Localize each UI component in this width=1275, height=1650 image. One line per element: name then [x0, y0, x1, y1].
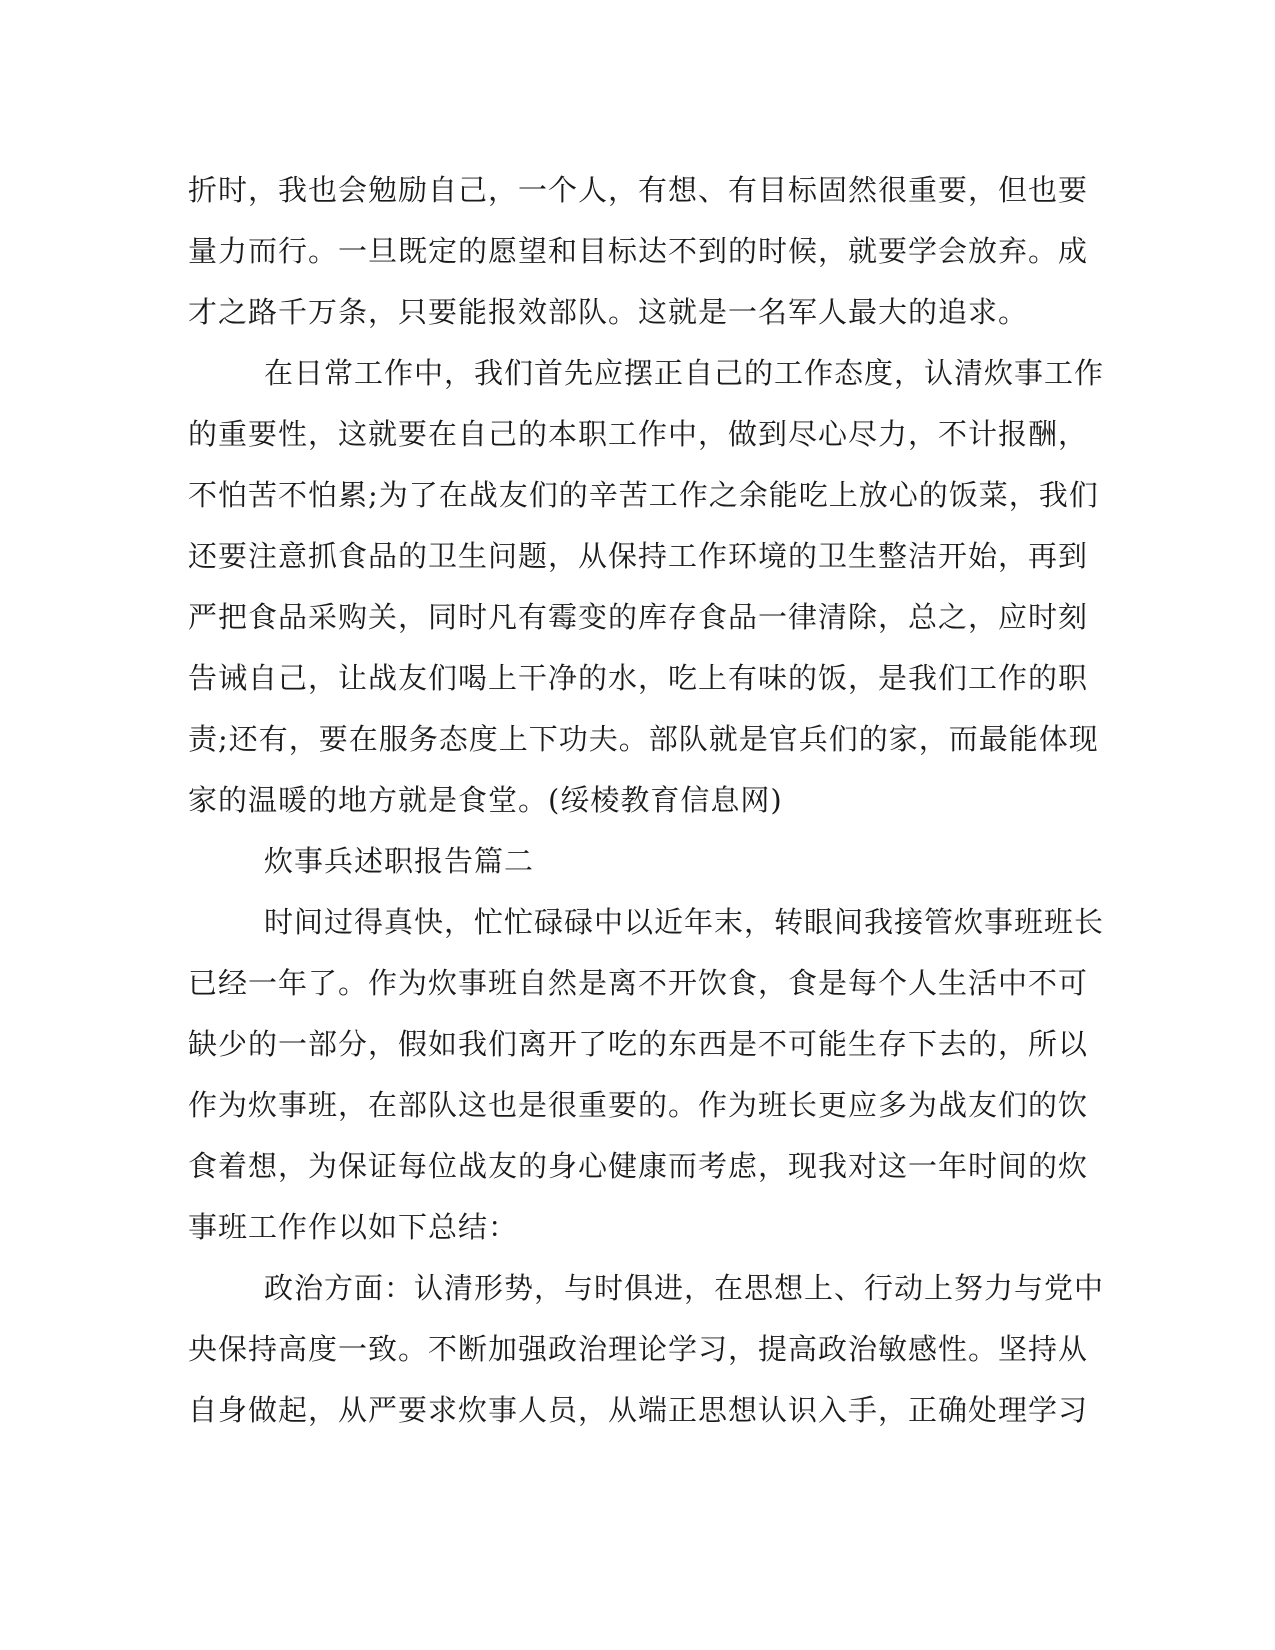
- text-line: 告诫自己，让战友们喝上干净的水，吃上有味的饭，是我们工作的职: [188, 661, 1089, 695]
- text-line: 食着想，为保证每位战友的身心健康而考虑，现我对这一年时间的炊: [188, 1149, 1089, 1183]
- text-line: 量力而行。一旦既定的愿望和目标达不到的时候，就要学会放弃。成: [188, 234, 1089, 268]
- text-line: 在日常工作中，我们首先应摆正自己的工作态度，认清炊事工作: [264, 356, 1105, 390]
- text-line: 还要注意抓食品的卫生问题，从保持工作环境的卫生整洁开始，再到: [188, 539, 1089, 573]
- text-line: 的重要性，这就要在自己的本职工作中，做到尽心尽力，不计报酬，: [188, 417, 1089, 451]
- text-line: 时间过得真快，忙忙碌碌中以近年末，转眼间我接管炊事班班长: [264, 905, 1105, 939]
- text-line: 责;还有，要在服务态度上下功夫。部队就是官兵们的家，而最能体现: [188, 722, 1099, 756]
- text-line: 不怕苦不怕累;为了在战友们的辛苦工作之余能吃上放心的饭菜，我们: [188, 478, 1099, 512]
- text-line: 政治方面：认清形势，与时俱进，在思想上、行动上努力与党中: [264, 1271, 1105, 1305]
- text-line: 事班工作作以如下总结：: [188, 1210, 519, 1244]
- text-line: 已经一年了。作为炊事班自然是离不开饮食，食是每个人生活中不可: [188, 966, 1089, 1000]
- text-line: 作为炊事班，在部队这也是很重要的。作为班长更应多为战友们的饮: [188, 1088, 1089, 1122]
- text-line: 家的温暖的地方就是食堂。(绥棱教育信息网): [188, 783, 783, 817]
- text-line: 才之路千万条，只要能报效部队。这就是一名军人最大的追求。: [188, 295, 1029, 329]
- text-line: 缺少的一部分，假如我们离开了吃的东西是不可能生存下去的，所以: [188, 1027, 1089, 1061]
- text-line: 严把食品采购关，同时凡有霉变的库存食品一律清除，总之，应时刻: [188, 600, 1089, 634]
- document-body: [188, 160, 1105, 1441]
- text-line: 央保持高度一致。不断加强政治理论学习，提高政治敏感性。坚持从: [188, 1332, 1089, 1366]
- section-heading: 炊事兵述职报告篇二: [264, 844, 535, 878]
- text-line: 折时，我也会勉励自己，一个人，有想、有目标固然很重要，但也要: [188, 173, 1089, 207]
- text-line: 自身做起，从严要求炊事人员，从端正思想认识入手，正确处理学习: [188, 1393, 1089, 1427]
